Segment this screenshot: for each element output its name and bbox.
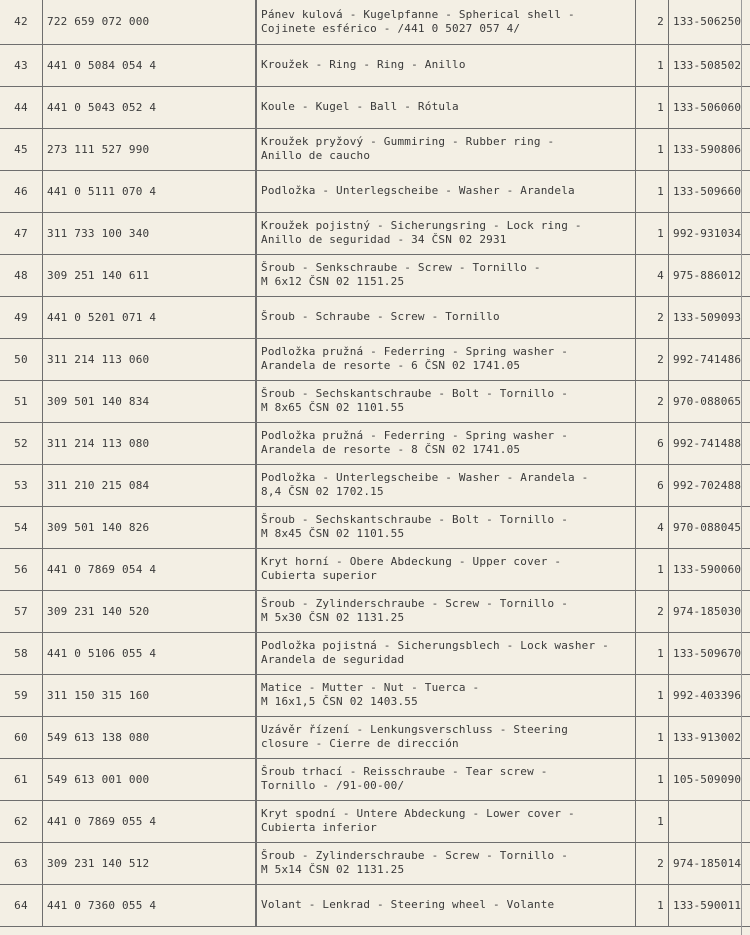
description-line-1: Podložka pojistná - Sicherungsblech - Lock washer - [261, 639, 609, 652]
description-line-1: Matice - Mutter - Nut - Tuerca - [261, 681, 480, 694]
catalog-number: 992-741486 [669, 338, 750, 380]
description-line-2: Arandela de resorte - 6 ČSN 02 1741.05 [261, 359, 521, 372]
page-edge-line [741, 0, 742, 935]
table-row [0, 842, 750, 884]
position-number: 58 [0, 632, 43, 674]
table-row [0, 338, 750, 380]
part-description [256, 86, 636, 128]
table-row [0, 422, 750, 464]
quantity: 4 [636, 506, 669, 548]
quantity: 1 [636, 758, 669, 800]
description-line-2: Arandela de seguridad [261, 653, 405, 666]
table-row [0, 506, 750, 548]
catalog-number: 133-509670 [669, 632, 750, 674]
part-code: 311 150 315 160 [43, 674, 257, 716]
catalog-number: 992-403396 [669, 674, 750, 716]
part-code: 441 0 7869 055 4 [43, 800, 257, 842]
position-number: 53 [0, 464, 43, 506]
description-line-1: Šroub - Zylinderschraube - Screw - Tornillo - [261, 849, 569, 862]
position-number: 61 [0, 758, 43, 800]
table-row [0, 632, 750, 674]
catalog-number: 133-506250 [669, 0, 750, 44]
catalog-number: 974-185030 [669, 590, 750, 632]
part-code: 549 613 138 080 [43, 716, 257, 758]
part-code: 311 733 100 340 [43, 212, 257, 254]
description-line-1: Koule - Kugel - Ball - Rótula [261, 100, 459, 113]
part-description [256, 884, 636, 926]
position-number: 46 [0, 170, 43, 212]
quantity: 2 [636, 380, 669, 422]
description-line-2: Anillo de seguridad - 34 ČSN 02 2931 [261, 233, 507, 246]
part-description [256, 674, 636, 716]
table-row [0, 128, 750, 170]
description-line-2: Cubierta inferior [261, 821, 377, 834]
description-line-1: Kroužek pryžový - Gummiring - Rubber ring - [261, 135, 555, 148]
quantity: 2 [636, 338, 669, 380]
description-line-2: M 8x45 ČSN 02 1101.55 [261, 527, 405, 540]
description-line-2: Anillo de caucho [261, 149, 371, 162]
part-description [256, 254, 636, 296]
part-code: 309 501 140 826 [43, 506, 257, 548]
catalog-number: 105-509090 [669, 758, 750, 800]
catalog-number: 133-590011 [669, 884, 750, 926]
table-row [0, 590, 750, 632]
description-line-2: M 16x1,5 ČSN 02 1403.55 [261, 695, 418, 708]
quantity: 1 [636, 548, 669, 590]
quantity: 1 [636, 800, 669, 842]
part-code: 309 251 140 611 [43, 254, 257, 296]
part-code: 441 0 7360 055 4 [43, 884, 257, 926]
part-description [256, 548, 636, 590]
part-description [256, 632, 636, 674]
table-row [0, 674, 750, 716]
position-number: 47 [0, 212, 43, 254]
catalog-number: 975-886012 [669, 254, 750, 296]
quantity: 1 [636, 716, 669, 758]
part-description [256, 212, 636, 254]
catalog-number: 133-506060 [669, 86, 750, 128]
table-row [0, 254, 750, 296]
position-number: 54 [0, 506, 43, 548]
description-line-2: closure - Cierre de dirección [261, 737, 459, 750]
position-number: 59 [0, 674, 43, 716]
part-description [256, 422, 636, 464]
quantity: 1 [636, 170, 669, 212]
table-row [0, 758, 750, 800]
description-line-1: Kryt spodní - Untere Abdeckung - Lower cover - [261, 807, 575, 820]
description-line-1: Podložka - Unterlegscheibe - Washer - Arandela - [261, 471, 589, 484]
description-line-2: Cojinete esférico - /441 0 5027 057 4/ [261, 21, 521, 35]
part-code: 441 0 5106 055 4 [43, 632, 257, 674]
description-line-2: Arandela de resorte - 8 ČSN 02 1741.05 [261, 443, 521, 456]
part-description [256, 590, 636, 632]
part-description [256, 842, 636, 884]
catalog-number: 992-931034 [669, 212, 750, 254]
quantity: 1 [636, 212, 669, 254]
catalog-number: 133-509660 [669, 170, 750, 212]
part-description [256, 758, 636, 800]
part-code: 441 0 7869 054 4 [43, 548, 257, 590]
catalog-number: 133-913002 [669, 716, 750, 758]
position-number: 48 [0, 254, 43, 296]
description-line-1: Podložka - Unterlegscheibe - Washer - Arandela [261, 184, 575, 197]
description-line-1: Podložka pružná - Federring - Spring washer - [261, 429, 569, 442]
position-number: 52 [0, 422, 43, 464]
quantity: 1 [636, 44, 669, 86]
quantity: 1 [636, 674, 669, 716]
quantity: 6 [636, 464, 669, 506]
description-line-2: M 5x30 ČSN 02 1131.25 [261, 611, 405, 624]
part-code: 441 0 5043 052 4 [43, 86, 257, 128]
table-row [0, 0, 750, 44]
table-row [0, 884, 750, 926]
part-description [256, 128, 636, 170]
position-number: 56 [0, 548, 43, 590]
table-row [0, 464, 750, 506]
quantity: 2 [636, 842, 669, 884]
position-number: 44 [0, 86, 43, 128]
part-description [256, 0, 636, 44]
part-code: 549 613 001 000 [43, 758, 257, 800]
position-number: 63 [0, 842, 43, 884]
part-code: 309 231 140 520 [43, 590, 257, 632]
catalog-number: 974-185014 [669, 842, 750, 884]
position-number: 62 [0, 800, 43, 842]
table-row [0, 86, 750, 128]
description-line-1: Podložka pružná - Federring - Spring washer - [261, 345, 569, 358]
table-row [0, 380, 750, 422]
part-description [256, 44, 636, 86]
catalog-number: 992-702488 [669, 464, 750, 506]
catalog-number: 133-590060 [669, 548, 750, 590]
part-code: 311 214 113 060 [43, 338, 257, 380]
position-number: 43 [0, 44, 43, 86]
catalog-number [669, 800, 750, 842]
catalog-number: 970-088045 [669, 506, 750, 548]
part-code: 309 231 140 512 [43, 842, 257, 884]
description-line-2: M 5x14 ČSN 02 1131.25 [261, 863, 405, 876]
description-line-2: Cubierta superior [261, 569, 377, 582]
part-description [256, 170, 636, 212]
quantity: 1 [636, 884, 669, 926]
part-code: 311 214 113 080 [43, 422, 257, 464]
part-code: 441 0 5084 054 4 [43, 44, 257, 86]
position-number: 49 [0, 296, 43, 338]
part-code: 441 0 5201 071 4 [43, 296, 257, 338]
part-description [256, 506, 636, 548]
part-code: 311 210 215 084 [43, 464, 257, 506]
quantity: 2 [636, 0, 669, 44]
catalog-number: 992-741488 [669, 422, 750, 464]
catalog-number: 970-088065 [669, 380, 750, 422]
table-row [0, 296, 750, 338]
description-line-1: Šroub - Sechskantschraube - Bolt - Tornillo - [261, 387, 569, 400]
description-line-2: M 6x12 ČSN 02 1151.25 [261, 275, 405, 288]
quantity: 1 [636, 86, 669, 128]
quantity: 2 [636, 296, 669, 338]
part-description [256, 380, 636, 422]
part-code: 441 0 5111 070 4 [43, 170, 257, 212]
catalog-number: 133-590806 [669, 128, 750, 170]
description-line-1: Šroub - Sechskantschraube - Bolt - Tornillo - [261, 513, 569, 526]
description-line-1: Šroub - Schraube - Screw - Tornillo [261, 310, 500, 323]
part-description [256, 296, 636, 338]
part-description [256, 338, 636, 380]
position-number: 45 [0, 128, 43, 170]
description-line-1: Kroužek - Ring - Ring - Anillo [261, 58, 466, 71]
table-row [0, 716, 750, 758]
description-line-2: 8,4 ČSN 02 1702.15 [261, 485, 384, 498]
part-code: 309 501 140 834 [43, 380, 257, 422]
part-code: 722 659 072 000 [43, 0, 257, 44]
description-line-1: Pánev kulová - Kugelpfanne - Spherical shell - [261, 7, 575, 21]
position-number: 57 [0, 590, 43, 632]
description-line-2: Tornillo - /91-00-00/ [261, 779, 405, 792]
quantity: 4 [636, 254, 669, 296]
position-number: 50 [0, 338, 43, 380]
quantity: 1 [636, 632, 669, 674]
description-line-2: M 8x65 ČSN 02 1101.55 [261, 401, 405, 414]
description-line-1: Kryt horní - Obere Abdeckung - Upper cover - [261, 555, 562, 568]
quantity: 2 [636, 590, 669, 632]
catalog-number: 133-508502 [669, 44, 750, 86]
part-description [256, 464, 636, 506]
quantity: 6 [636, 422, 669, 464]
table-row [0, 44, 750, 86]
table-row [0, 548, 750, 590]
description-line-1: Kroužek pojistný - Sicherungsring - Lock ring - [261, 219, 582, 232]
description-line-1: Uzávěr řízení - Lenkungsverschluss - Steering [261, 723, 569, 736]
part-description [256, 800, 636, 842]
catalog-number: 133-509093 [669, 296, 750, 338]
position-number: 60 [0, 716, 43, 758]
description-line-1: Volant - Lenkrad - Steering wheel - Volante [261, 898, 555, 911]
position-number: 64 [0, 884, 43, 926]
table-row [0, 170, 750, 212]
quantity: 1 [636, 128, 669, 170]
position-number: 42 [0, 0, 43, 44]
table-row [0, 212, 750, 254]
table-row [0, 800, 750, 842]
description-line-1: Šroub - Senkschraube - Screw - Tornillo - [261, 261, 541, 274]
part-description [256, 716, 636, 758]
description-line-1: Šroub - Zylinderschraube - Screw - Tornillo - [261, 597, 569, 610]
part-code: 273 111 527 990 [43, 128, 257, 170]
position-number: 51 [0, 380, 43, 422]
description-line-1: Šroub trhací - Reisschraube - Tear screw - [261, 765, 548, 778]
